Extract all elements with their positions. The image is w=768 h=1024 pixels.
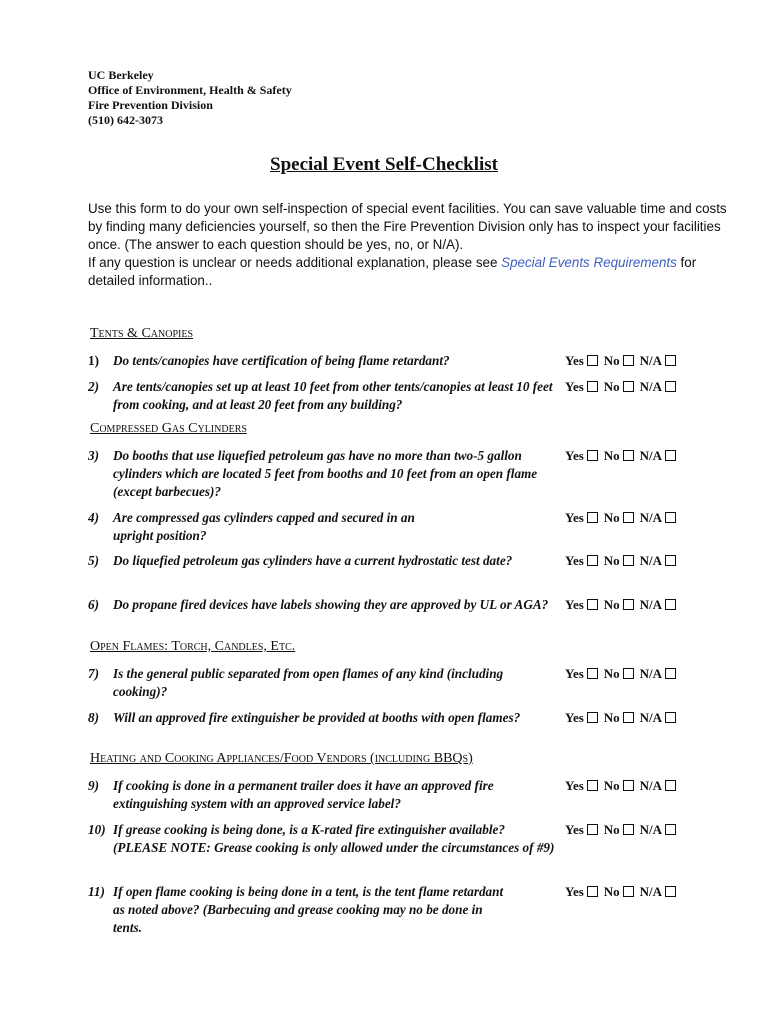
na-label: N/A [639,822,663,837]
question-number: 4) [88,510,99,525]
no-checkbox[interactable] [623,824,634,835]
answer-row-9 [565,777,682,795]
question-number: 6) [88,597,99,612]
question-11 [88,883,558,937]
question-7 [88,665,558,701]
na-checkbox[interactable] [665,780,676,791]
section-tents-canopies: Tents & Canopies [90,326,194,341]
no-label: No [603,553,620,568]
question-text: Are tents/canopies set up at least 10 feet from other tents/canopies at least 10 feet from cooking, and at least 20 feet from any building? [113,379,553,412]
yes-label: Yes [565,597,584,612]
question-text: Do tents/canopies have certification of being flame retardant? [113,353,450,368]
na-label: N/A [639,778,663,793]
na-label: N/A [639,353,663,368]
na-label: N/A [639,884,663,899]
no-checkbox[interactable] [623,886,634,897]
yes-label: Yes [565,510,584,525]
na-label: N/A [639,597,663,612]
page-title-text: Special Event Self-Checklist [270,154,498,175]
question-text: If cooking is done in a permanent trailer does it have an approved fire extinguishing system with an approved service label? [113,778,494,811]
answer-row-5 [565,552,682,570]
intro-text [88,200,733,290]
yes-label: Yes [565,666,584,681]
question-text: If grease cooking is being done, is a K-rated fire extinguisher available? (PLEASE NOTE: Grease cooking is only allowed under the circumstances of #9) [113,822,555,855]
yes-checkbox[interactable] [587,555,598,566]
no-label: No [603,822,620,837]
question-number: 2) [88,379,99,394]
yes-label: Yes [565,379,584,394]
intro-text-after: for detailed information.. [88,255,697,288]
na-checkbox[interactable] [665,668,676,679]
no-checkbox[interactable] [623,780,634,791]
intro-paragraph-1: Use this form to do your own self-inspection of special event facilities. You can save valuable time and costs by finding many deficiencies yourself, so then the Fire Prevention Division only has to inspect your facilities once. (The answer to each question should be yes, no, or N/A). [88,201,727,252]
no-label: No [603,510,620,525]
no-label: No [603,597,620,612]
yes-label: Yes [565,822,584,837]
yes-checkbox[interactable] [587,780,598,791]
question-5 [88,552,558,570]
no-label: No [603,448,620,463]
intro-paragraph-2 [88,254,733,290]
na-label: N/A [639,553,663,568]
question-number: 5) [88,553,99,568]
no-checkbox[interactable] [623,512,634,523]
question-number: 7) [88,666,99,681]
no-label: No [603,778,620,793]
no-checkbox[interactable] [623,555,634,566]
yes-checkbox[interactable] [587,668,598,679]
na-checkbox[interactable] [665,555,676,566]
answer-row-10 [565,821,682,839]
no-checkbox[interactable] [623,355,634,366]
no-label: No [603,666,620,681]
na-checkbox[interactable] [665,381,676,392]
organization-header [88,68,292,128]
answer-row-3 [565,447,682,465]
question-text: Do propane fired devices have labels showing they are approved by UL or AGA? [113,597,549,612]
question-text: Do liquefied petroleum gas cylinders have a current hydrostatic test date? [113,553,513,568]
na-label: N/A [639,448,663,463]
yes-checkbox[interactable] [587,512,598,523]
no-checkbox[interactable] [623,668,634,679]
answer-row-1 [565,352,682,370]
yes-checkbox[interactable] [587,824,598,835]
na-checkbox[interactable] [665,599,676,610]
na-checkbox[interactable] [665,355,676,366]
na-checkbox[interactable] [665,712,676,723]
question-text: Do booths that use liquefied petroleum gas have no more than two-5 gallon cylinders which are located 5 feet from booths and 10 feet from an open flame (except barbecues)? [113,448,538,499]
question-6 [88,596,558,614]
answer-row-6 [565,596,682,614]
na-label: N/A [639,666,663,681]
question-number: 9) [88,778,99,793]
question-4 [88,509,558,545]
question-9 [88,777,558,813]
yes-label: Yes [565,778,584,793]
question-1 [88,352,558,370]
question-number: 1) [88,353,99,368]
question-number: 11) [88,884,105,899]
special-events-requirements-link[interactable]: Special Events Requirements [501,255,677,270]
org-phone: (510) 642-3073 [88,113,163,127]
org-office: Office of Environment, Health & Safety [88,83,292,97]
no-checkbox[interactable] [623,712,634,723]
yes-label: Yes [565,710,584,725]
yes-label: Yes [565,884,584,899]
no-checkbox[interactable] [623,599,634,610]
section-open-flames: Open Flames: Torch, Candles, Etc. [90,639,296,654]
yes-checkbox[interactable] [587,355,598,366]
na-checkbox[interactable] [665,824,676,835]
answer-row-2 [565,378,682,396]
org-name: UC Berkeley [88,68,154,82]
no-checkbox[interactable] [623,450,634,461]
question-text: Will an approved fire extinguisher be provided at booths with open flames? [113,710,521,725]
answer-row-11 [565,883,682,901]
na-label: N/A [639,510,663,525]
page-title [0,154,768,176]
question-2 [88,378,558,414]
yes-label: Yes [565,553,584,568]
question-3 [88,447,558,501]
question-number: 8) [88,710,99,725]
question-text: Is the general public separated from open flames of any kind (including cooking)? [113,666,504,699]
section-heating-cooking: Heating and Cooking Appliances/Food Vendors (including BBQs) [90,751,473,766]
yes-label: Yes [565,448,584,463]
na-label: N/A [639,379,663,394]
na-checkbox[interactable] [665,886,676,897]
question-10 [88,821,558,857]
yes-label: Yes [565,353,584,368]
question-text: Are compressed gas cylinders capped and secured in an upright position? [113,510,415,543]
answer-row-7 [565,665,682,683]
no-label: No [603,379,620,394]
na-label: N/A [639,710,663,725]
intro-text-before: If any question is unclear or needs additional explanation, please see [88,255,502,270]
question-8 [88,709,558,727]
yes-checkbox[interactable] [587,450,598,461]
yes-checkbox[interactable] [587,599,598,610]
no-label: No [603,710,620,725]
yes-checkbox[interactable] [587,886,598,897]
section-compressed-gas: Compressed Gas Cylinders [90,421,247,436]
answer-row-8 [565,709,682,727]
yes-checkbox[interactable] [587,381,598,392]
na-checkbox[interactable] [665,512,676,523]
answer-row-4 [565,509,682,527]
na-checkbox[interactable] [665,450,676,461]
question-number: 3) [88,448,99,463]
question-number: 10) [88,822,106,837]
org-division: Fire Prevention Division [88,98,213,112]
yes-checkbox[interactable] [587,712,598,723]
no-label: No [603,884,620,899]
question-text: If open flame cooking is being done in a tent, is the tent flame retardant as noted above? (Barbecuing and grease cooking may no be done in tents. [113,884,504,935]
no-label: No [603,353,620,368]
no-checkbox[interactable] [623,381,634,392]
